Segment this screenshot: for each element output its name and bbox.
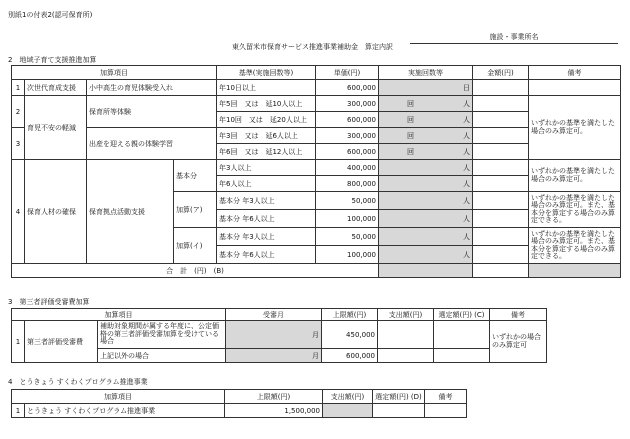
col-item: 加算項目 (12, 390, 225, 404)
col-item: 加算項目 (12, 66, 217, 80)
row-limit: 1,500,000 (225, 404, 323, 418)
col-spent: 支出額(円) (378, 309, 434, 321)
row-item: 保育人材の確保 (25, 160, 87, 264)
row-criteria: 年10回 又は 延20人以上 (217, 112, 316, 128)
selected-cell[interactable] (373, 404, 425, 418)
section2-heading: 2 地域子育て支援推進加算 (8, 56, 97, 64)
total-amount[interactable] (473, 264, 529, 278)
col-count: 実施回数等 (379, 66, 473, 80)
row-price: 400,000 (316, 160, 379, 176)
row-sub: 保育拠点活動支援 (87, 160, 174, 264)
row-price: 300,000 (316, 96, 379, 112)
amount-cell[interactable] (473, 80, 529, 96)
row-no: 1 (12, 404, 25, 418)
col-note: 備考 (425, 390, 467, 404)
note-cell (529, 80, 621, 96)
total-label: 合 計 (円) (B) (12, 264, 379, 278)
row-criteria: 年3人以上 (217, 160, 316, 176)
section4-heading: 4 とうきょう すくわくプログラム推進事業 (8, 378, 148, 386)
row-criteria: 年6回 又は 延12人以上 (217, 144, 316, 160)
count-input[interactable]: 人 (379, 160, 473, 176)
amount-cell[interactable] (473, 144, 529, 160)
total-count (379, 264, 473, 278)
row-criteria: 基本分 年3人以上 (217, 192, 316, 210)
count-input[interactable]: 回 人 (379, 144, 473, 160)
row-criteria: 年6人以上 (217, 176, 316, 192)
note-cell: いずれかの場合のみ算定可 (490, 321, 547, 363)
col-spent: 支出額(円) (323, 390, 373, 404)
kaI-label: 加算(イ) (174, 228, 217, 264)
col-selected: 選定額(円) (D) (373, 390, 425, 404)
kihon-label: 基本分 (174, 160, 217, 192)
row-price: 600,000 (316, 144, 379, 160)
amount-cell[interactable] (473, 112, 529, 128)
row-price: 100,000 (316, 210, 379, 228)
count-input[interactable]: 人 (379, 192, 473, 210)
month-input[interactable]: 月 (226, 349, 322, 363)
spent-cell[interactable] (323, 404, 373, 418)
amount-cell[interactable] (473, 210, 529, 228)
spent-cell[interactable] (378, 321, 434, 349)
row-price: 600,000 (316, 112, 379, 128)
row-price: 600,000 (316, 80, 379, 96)
col-limit: 上限額(円) (322, 309, 378, 321)
row-no: 1 (12, 321, 25, 363)
total-note (529, 264, 621, 278)
amount-cell[interactable] (473, 96, 529, 112)
amount-cell[interactable] (473, 160, 529, 176)
count-input[interactable]: 人 (379, 210, 473, 228)
row-sub: 補助対象期間が属する年度に、公定価格の第三者評価受審加算を受けている場合 (98, 321, 226, 349)
row-price: 50,000 (316, 228, 379, 246)
col-criteria: 基準(実施回数等) (217, 66, 316, 80)
count-input[interactable]: 人 (379, 176, 473, 192)
col-note: 備考 (490, 309, 547, 321)
row-no: 4 (12, 160, 25, 264)
count-input[interactable]: 人 (379, 246, 473, 264)
col-selected: 選定額(円) (C) (434, 309, 490, 321)
count-input[interactable]: 人 (379, 228, 473, 246)
row-no: 1 (12, 80, 25, 96)
amount-cell[interactable] (473, 128, 529, 144)
row-no: 3 (12, 128, 25, 160)
row-item: 次世代育成支援 (25, 80, 87, 96)
amount-cell[interactable] (473, 246, 529, 264)
col-note: 備考 (529, 66, 621, 80)
doc-label: 別紙1の付表2(認可保育所) (8, 11, 93, 19)
row-sub: 上記以外の場合 (98, 349, 226, 363)
note-cell: いずれかの基準を満たした場合のみ算定可。また、基本分を算定する場合のみ算定できる。 (529, 228, 621, 264)
col-item: 加算項目 (12, 309, 226, 321)
section3-table (11, 308, 547, 363)
page-title: 東久留米市保育サービス推進事業補助金 算定内訳 (232, 43, 393, 51)
count-input[interactable]: 回 人 (379, 112, 473, 128)
row-price: 300,000 (316, 128, 379, 144)
selected-cell[interactable] (434, 349, 490, 363)
row-criteria: 基本分 年6人以上 (217, 246, 316, 264)
amount-cell[interactable] (473, 228, 529, 246)
selected-cell[interactable] (434, 321, 490, 349)
month-input[interactable]: 月 (226, 321, 322, 349)
kaA-label: 加算(ア) (174, 192, 217, 228)
row-limit: 600,000 (322, 349, 378, 363)
row-criteria: 年10日以上 (217, 80, 316, 96)
row-price: 50,000 (316, 192, 379, 210)
facility-name-label: 施設・事業所名 (410, 32, 618, 44)
row-sub: 小中高生の育児体験受入れ (87, 80, 217, 96)
row-criteria: 基本分 年6人以上 (217, 210, 316, 228)
count-input[interactable]: 回 人 (379, 96, 473, 112)
note-cell: いずれかの基準を満たした場合のみ算定可。また、基本分を算定する場合のみ算定できる。 (529, 192, 621, 228)
row-sub: 出産を迎える親の体験学習 (87, 128, 217, 160)
section3-heading: 3 第三者評価受審費加算 (8, 298, 90, 306)
count-input[interactable]: 日 (379, 80, 473, 96)
col-amount: 金額(円) (473, 66, 529, 80)
row-item: とうきょう すくわくプログラム推進事業 (25, 404, 225, 418)
amount-cell[interactable] (473, 176, 529, 192)
row-sub: 保育所等体験 (87, 96, 217, 128)
col-limit: 上限額(円) (225, 390, 323, 404)
note-cell: いずれかの基準を満たした場合のみ算定可。 (529, 160, 621, 192)
amount-cell[interactable] (473, 192, 529, 210)
section4-table (11, 389, 467, 418)
spent-cell[interactable] (378, 349, 434, 363)
section2-table (11, 65, 621, 278)
count-input[interactable]: 回 人 (379, 128, 473, 144)
row-criteria: 年3回 又は 延6人以上 (217, 128, 316, 144)
row-criteria: 年5回 又は 延10人以上 (217, 96, 316, 112)
note-cell: いずれかの基準を満たした場合のみ算定可。 (529, 96, 621, 160)
row-criteria: 基本分 年3人以上 (217, 228, 316, 246)
row-item: 育児不安の軽減 (25, 96, 87, 160)
row-limit: 450,000 (322, 321, 378, 349)
note-cell (425, 404, 467, 418)
row-price: 100,000 (316, 246, 379, 264)
row-no: 2 (12, 96, 25, 128)
col-month: 受審月 (226, 309, 322, 321)
col-price: 単価(円) (316, 66, 379, 80)
row-price: 800,000 (316, 176, 379, 192)
row-item: 第三者評価受審費 (25, 321, 98, 363)
